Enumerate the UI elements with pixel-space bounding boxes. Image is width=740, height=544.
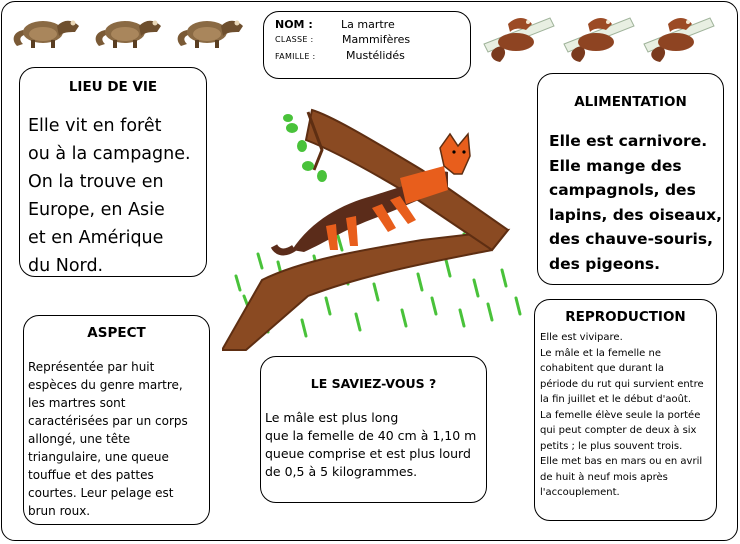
saviez-vous-text: Le mâle est plus long que la femelle de 40 cm à 1,10 m queue comprise et est plus lourd de 0,5 à 5 kilogrammes.: [265, 410, 477, 479]
famille-value: Mustélidés: [346, 49, 405, 62]
alimentation-box: [537, 73, 724, 285]
reproduction-text: Elle est vivipare. Le mâle et la femelle ne cohabitent que durant la période du rut qui survient entre la fin juillet et le début d'août. La femelle élève seule la portée qui peut compter de deux à six petits ; le plus souvent trois. Elle met bas en mars ou en avril de huit à neuf mois après l'accouplement.: [540, 332, 704, 498]
classe-label: CLASSE :: [275, 35, 314, 44]
identity-box: [263, 11, 471, 79]
lieu-de-vie-title: LIEU DE VIE: [68, 79, 158, 95]
famille-label: FAMILLE :: [275, 52, 316, 61]
lieu-de-vie-text: Elle vit en forêt ou à la campagne. On la trouve en Europe, en Asie et en Amérique du Nord.: [28, 116, 191, 276]
marten-drawing: [222, 100, 540, 352]
alimentation-title: ALIMENTATION: [574, 94, 687, 110]
nom-value: La martre: [341, 18, 395, 31]
nom-label: NOM :: [275, 18, 313, 31]
saviez-vous-title: LE SAVIEZ-VOUS ?: [310, 376, 437, 391]
aspect-title: ASPECT: [87, 325, 146, 341]
martens-illustration-left: [5, 6, 253, 52]
classe-value: Mammifères: [342, 33, 411, 46]
reproduction-box: [534, 299, 717, 521]
saviez-vous-box: [260, 356, 487, 503]
martens-illustration-right: [478, 4, 736, 68]
aspect-box: [23, 315, 210, 525]
lieu-de-vie-box: [19, 67, 207, 277]
aspect-text: Représentée par huit espèces du genre martre, les martres sont caractérisées par un corps allongé, une tête triangulaire, une queue touffue et des pattes courtes. Leur pelage est brun roux.: [28, 360, 188, 518]
reproduction-title: REPRODUCTION: [565, 309, 686, 325]
alimentation-text: Elle est carnivore. Elle mange des campagnols, des lapins, des oiseaux, des chauve-souris, des pigeons.: [549, 132, 723, 273]
